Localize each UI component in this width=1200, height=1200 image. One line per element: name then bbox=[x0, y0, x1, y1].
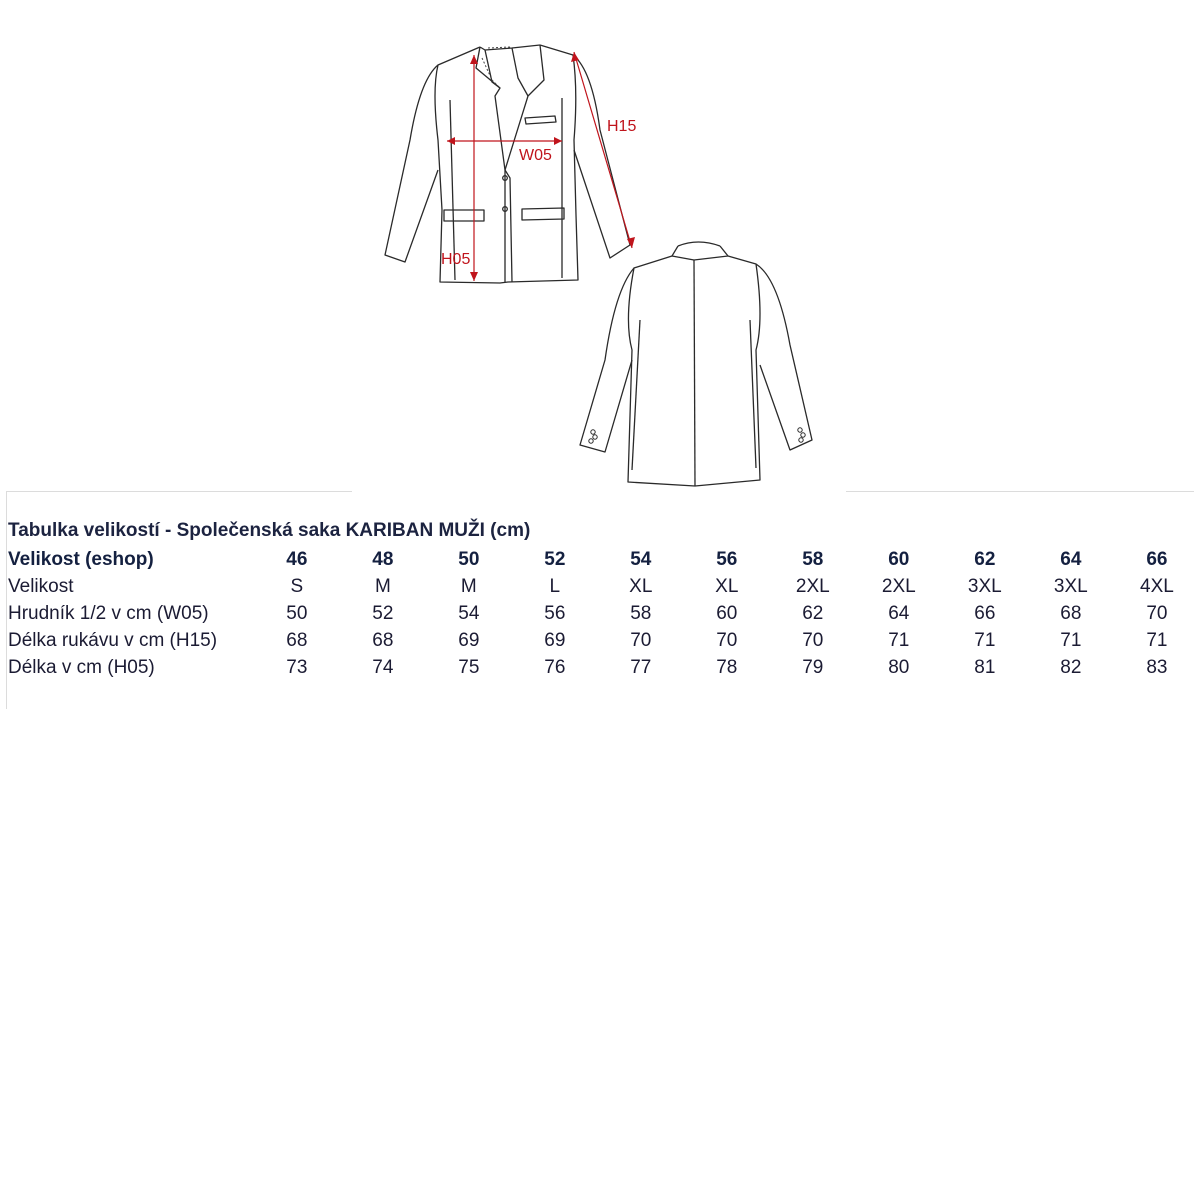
table-cell: 71 bbox=[1060, 630, 1082, 651]
table-cell: 77 bbox=[630, 657, 652, 678]
table-cell: 70 bbox=[1146, 603, 1168, 624]
header-size: 58 bbox=[802, 549, 824, 570]
table-cell: 50 bbox=[286, 603, 308, 624]
divider-left bbox=[6, 491, 352, 492]
jacket-diagram bbox=[0, 0, 1200, 500]
table-cell: 54 bbox=[458, 603, 480, 624]
table-cell: L bbox=[549, 576, 561, 597]
table-cell: 69 bbox=[544, 630, 566, 651]
table-cell: 75 bbox=[458, 657, 480, 678]
table-cell: M bbox=[460, 576, 477, 597]
table-cell: 52 bbox=[372, 603, 394, 624]
table-title: Tabulka velikostí - Společenská saka KARIBAN MUŽI (cm) bbox=[8, 520, 531, 541]
label-w05: W05 bbox=[519, 147, 552, 164]
table-cell: 62 bbox=[802, 603, 824, 624]
jacket-back-icon bbox=[580, 242, 812, 486]
jacket-front-icon bbox=[385, 45, 630, 283]
header-size: 60 bbox=[888, 549, 910, 570]
table-cell: 82 bbox=[1060, 657, 1082, 678]
table-cell: 68 bbox=[372, 630, 394, 651]
table-cell: 79 bbox=[802, 657, 824, 678]
table-cell: 70 bbox=[716, 630, 738, 651]
table-cell: 3XL bbox=[967, 576, 1002, 597]
table-cell: S bbox=[290, 576, 304, 597]
header-size: 52 bbox=[544, 549, 566, 570]
row-label: Hrudník 1/2 v cm (W05) bbox=[8, 603, 209, 624]
table-row bbox=[8, 654, 1200, 681]
header-size: 46 bbox=[286, 549, 308, 570]
table-cell: 80 bbox=[888, 657, 910, 678]
table-cell: 76 bbox=[544, 657, 566, 678]
table-cell: 2XL bbox=[795, 576, 830, 597]
table-cell: 73 bbox=[286, 657, 308, 678]
row-label: Délka v cm (H05) bbox=[8, 657, 155, 678]
table-cell: 83 bbox=[1146, 657, 1168, 678]
table-cell: 74 bbox=[372, 657, 394, 678]
table-cell: 56 bbox=[544, 603, 566, 624]
table-cell: 71 bbox=[974, 630, 996, 651]
table-cell: 4XL bbox=[1140, 576, 1174, 597]
table-cell: 64 bbox=[888, 603, 910, 624]
header-size: 54 bbox=[630, 549, 652, 570]
table-cell: 68 bbox=[1060, 603, 1082, 624]
table-cell: 78 bbox=[716, 657, 738, 678]
header-size: 48 bbox=[372, 549, 394, 570]
table-cell: 3XL bbox=[1053, 576, 1088, 597]
divider-right bbox=[846, 491, 1194, 492]
table-header-row bbox=[8, 546, 1200, 573]
table-cell: 66 bbox=[974, 603, 996, 624]
table-row bbox=[8, 627, 1200, 654]
table-cell: XL bbox=[629, 576, 653, 597]
table-row bbox=[8, 573, 1200, 600]
table-cell: 71 bbox=[888, 630, 910, 651]
table-cell: 71 bbox=[1146, 630, 1168, 651]
cuff-buttons bbox=[589, 428, 805, 443]
table-cell: 69 bbox=[458, 630, 480, 651]
header-size: 64 bbox=[1060, 549, 1082, 570]
header-label: Velikost (eshop) bbox=[8, 549, 154, 570]
label-h15: H15 bbox=[607, 118, 637, 135]
row-label: Délka rukávu v cm (H15) bbox=[8, 630, 218, 651]
table-cell: 81 bbox=[974, 657, 996, 678]
size-table bbox=[8, 516, 1200, 681]
table-cell: XL bbox=[715, 576, 739, 597]
header-size: 50 bbox=[458, 549, 480, 570]
row-label: Velikost bbox=[8, 576, 74, 597]
table-cell: 70 bbox=[630, 630, 652, 651]
header-size: 56 bbox=[716, 549, 738, 570]
table-cell: 58 bbox=[630, 603, 652, 624]
table-cell: 68 bbox=[286, 630, 308, 651]
header-size: 66 bbox=[1146, 549, 1168, 570]
table-cell: 2XL bbox=[881, 576, 916, 597]
divider-vertical bbox=[6, 491, 7, 709]
header-size: 62 bbox=[974, 549, 996, 570]
table-cell: M bbox=[374, 576, 391, 597]
table-row bbox=[8, 600, 1200, 627]
table-cell: 70 bbox=[802, 630, 824, 651]
table-cell: 60 bbox=[716, 603, 738, 624]
label-h05: H05 bbox=[441, 251, 471, 268]
